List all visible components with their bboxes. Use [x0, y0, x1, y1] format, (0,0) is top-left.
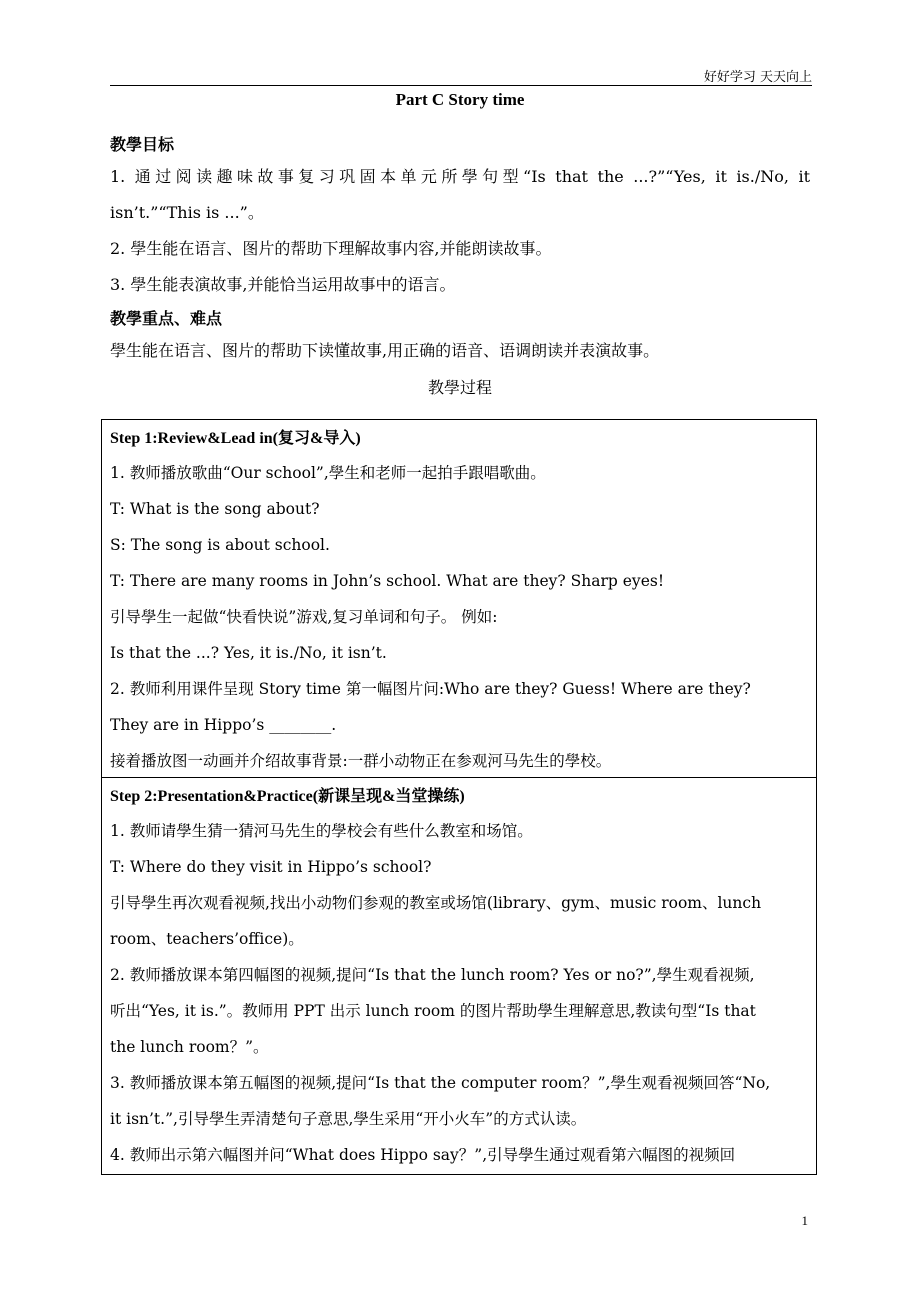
- objective-line: 3. 學生能表演故事,并能恰当运用故事中的语言。: [110, 275, 456, 294]
- objective-line: 1. 通过阅读趣味故事复习巩固本单元所學句型“Is that the ...?”“Yes, it is./No, it: [110, 167, 810, 186]
- step-line: 3. 教师播放课本第五幅图的视频,提问“Is that the computer room？”,學生观看视频回答“No,: [110, 1074, 771, 1092]
- step-line: 2. 教师利用课件呈现 Story time 第一幅图片问:Who are they? Guess! Where are they?: [110, 680, 751, 698]
- step-line: the lunch room？”。: [110, 1038, 269, 1056]
- header-divider: [110, 85, 812, 86]
- step-1-cell: [102, 422, 816, 778]
- step-title: Step 1:Review&Lead in(复习&导入): [110, 430, 361, 447]
- objective-line: 2. 學生能在语言、图片的帮助下理解故事内容,并能朗读故事。: [110, 239, 552, 258]
- step-line: 1. 教师播放歌曲“Our school”,學生和老师一起拍手跟唱歌曲。: [110, 464, 546, 482]
- step-2-cell: [102, 780, 816, 1178]
- step-line: 1. 教师请學生猜一猜河马先生的學校会有些什么教室和场馆。: [110, 822, 533, 840]
- key-points-text: 學生能在语言、图片的帮助下读懂故事,用正确的语音、语调朗读并表演故事。: [110, 341, 660, 360]
- step-line: 4. 教师出示第六幅图并问“What does Hippo say？”,引导學生通过观看第六幅图的视频回: [110, 1146, 736, 1164]
- step-line: room、teachers’office)。: [110, 930, 304, 948]
- objective-line: isn’t.”“This is ...”。: [110, 203, 264, 222]
- step-line: T: What is the song about?: [110, 500, 320, 518]
- header-motto: 好好学习 天天向上: [703, 70, 812, 85]
- step-line: Is that the ...? Yes, it is./No, it isn’t.: [110, 644, 387, 662]
- step-line: T: Where do they visit in Hippo’s school?: [110, 858, 432, 876]
- step-line: 2. 教师播放课本第四幅图的视频,提问“Is that the lunch room? Yes or no?”,學生观看视频,: [110, 966, 755, 984]
- intro-section: [110, 131, 810, 403]
- page-number: 1: [801, 1213, 808, 1228]
- step-line: 听出“Yes, it is.”。教师用 PPT 出示 lunch room 的图片帮助學生理解意思,教读句型“Is that: [110, 1002, 756, 1020]
- step-line: it isn’t.”,引导學生弄清楚句子意思,學生采用“开小火车”的方式认读。: [110, 1110, 587, 1128]
- step-line: 接着播放图一动画并介绍故事背景:一群小动物正在参观河马先生的學校。: [110, 752, 612, 770]
- process-label: 教學过程: [427, 378, 492, 397]
- step-line: T: There are many rooms in John’s school. What are they? Sharp eyes!: [110, 572, 665, 590]
- step-line: They are in Hippo’s ________.: [110, 716, 337, 734]
- objectives-heading: 教學目标: [110, 135, 175, 154]
- key-points-heading: 教學重点、难点: [110, 309, 223, 328]
- step-line: 引导學生一起做“快看快说”游戏,复习单词和句子。 例如:: [110, 608, 498, 626]
- process-table: [101, 419, 817, 1175]
- page-title: Part C Story time: [395, 90, 525, 109]
- step-line: S: The song is about school.: [110, 536, 330, 554]
- step-line: 引导學生再次观看视频,找出小动物们参观的教室或场馆(library、gym、music room、lunch: [110, 894, 762, 912]
- step-title: Step 2:Presentation&Practice(新课呈现&当堂操练): [110, 788, 465, 805]
